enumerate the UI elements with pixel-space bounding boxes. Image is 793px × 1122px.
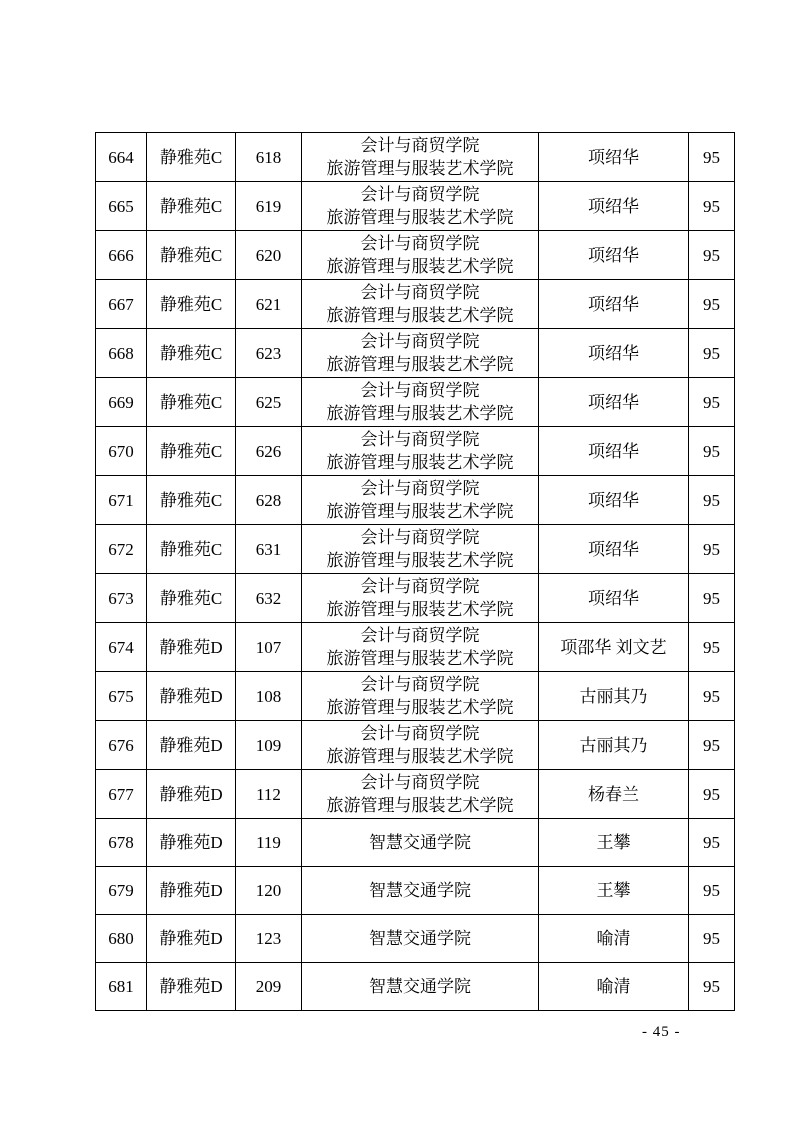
room-cell: 619 xyxy=(236,182,302,231)
building-cell: 静雅苑C xyxy=(147,329,236,378)
row-number-cell: 678 xyxy=(96,819,147,867)
room-cell: 631 xyxy=(236,525,302,574)
college-name: 会计与商贸学院 xyxy=(360,626,480,645)
score-cell: 95 xyxy=(689,427,735,476)
table-row xyxy=(96,721,735,770)
college-cell xyxy=(302,623,539,672)
counselor-cell: 项绍华 xyxy=(539,427,689,476)
table-row xyxy=(96,672,735,721)
counselor-cell: 王攀 xyxy=(539,819,689,867)
score-cell: 95 xyxy=(689,867,735,915)
college-name: 旅游管理与服装艺术学院 xyxy=(326,551,514,570)
college-cell xyxy=(302,574,539,623)
college-cell xyxy=(302,231,539,280)
college-name: 会计与商贸学院 xyxy=(360,136,480,155)
table-row xyxy=(96,231,735,280)
college-cell xyxy=(302,721,539,770)
college-cell xyxy=(302,819,539,867)
table-row xyxy=(96,819,735,867)
building-cell: 静雅苑C xyxy=(147,574,236,623)
counselor-cell: 古丽其乃 xyxy=(539,672,689,721)
building-cell: 静雅苑C xyxy=(147,231,236,280)
counselor-cell: 喻清 xyxy=(539,915,689,963)
counselor-cell: 项绍华 xyxy=(539,476,689,525)
room-cell: 626 xyxy=(236,427,302,476)
score-cell: 95 xyxy=(689,525,735,574)
counselor-cell: 喻清 xyxy=(539,963,689,1011)
college-name: 旅游管理与服装艺术学院 xyxy=(326,257,514,276)
room-cell: 209 xyxy=(236,963,302,1011)
score-cell: 95 xyxy=(689,182,735,231)
table-row xyxy=(96,770,735,819)
building-cell: 静雅苑D xyxy=(147,672,236,721)
dormitory-score-table xyxy=(95,132,735,1011)
building-cell: 静雅苑D xyxy=(147,867,236,915)
college-name: 会计与商贸学院 xyxy=(360,332,480,351)
counselor-cell: 项邵华 刘文艺 xyxy=(539,623,689,672)
college-name: 智慧交通学院 xyxy=(369,929,471,948)
building-cell: 静雅苑D xyxy=(147,623,236,672)
building-cell: 静雅苑C xyxy=(147,525,236,574)
room-cell: 109 xyxy=(236,721,302,770)
college-name: 智慧交通学院 xyxy=(369,977,471,996)
college-name: 会计与商贸学院 xyxy=(360,430,480,449)
college-cell xyxy=(302,329,539,378)
college-cell xyxy=(302,672,539,721)
college-cell xyxy=(302,476,539,525)
college-name: 旅游管理与服装艺术学院 xyxy=(326,159,514,178)
college-cell xyxy=(302,182,539,231)
building-cell: 静雅苑C xyxy=(147,280,236,329)
score-cell: 95 xyxy=(689,329,735,378)
college-cell xyxy=(302,525,539,574)
college-name: 会计与商贸学院 xyxy=(360,577,480,596)
college-name: 会计与商贸学院 xyxy=(360,479,480,498)
counselor-cell: 项绍华 xyxy=(539,525,689,574)
college-cell xyxy=(302,427,539,476)
table-row xyxy=(96,133,735,182)
row-number-cell: 674 xyxy=(96,623,147,672)
college-name: 会计与商贸学院 xyxy=(360,528,480,547)
row-number-cell: 676 xyxy=(96,721,147,770)
room-cell: 620 xyxy=(236,231,302,280)
college-name: 旅游管理与服装艺术学院 xyxy=(326,747,514,766)
row-number-cell: 665 xyxy=(96,182,147,231)
table-row xyxy=(96,525,735,574)
college-name: 旅游管理与服装艺术学院 xyxy=(326,649,514,668)
table-row xyxy=(96,182,735,231)
college-name: 旅游管理与服装艺术学院 xyxy=(326,355,514,374)
building-cell: 静雅苑C xyxy=(147,427,236,476)
row-number-cell: 668 xyxy=(96,329,147,378)
room-cell: 112 xyxy=(236,770,302,819)
room-cell: 120 xyxy=(236,867,302,915)
college-cell xyxy=(302,770,539,819)
building-cell: 静雅苑D xyxy=(147,819,236,867)
row-number-cell: 667 xyxy=(96,280,147,329)
college-name: 会计与商贸学院 xyxy=(360,381,480,400)
table-row xyxy=(96,623,735,672)
row-number-cell: 664 xyxy=(96,133,147,182)
table-row xyxy=(96,915,735,963)
counselor-cell: 王攀 xyxy=(539,867,689,915)
college-name: 旅游管理与服装艺术学院 xyxy=(326,208,514,227)
score-cell: 95 xyxy=(689,280,735,329)
row-number-cell: 680 xyxy=(96,915,147,963)
room-cell: 618 xyxy=(236,133,302,182)
room-cell: 625 xyxy=(236,378,302,427)
score-cell: 95 xyxy=(689,672,735,721)
college-name: 旅游管理与服装艺术学院 xyxy=(326,600,514,619)
counselor-cell: 项绍华 xyxy=(539,133,689,182)
room-cell: 623 xyxy=(236,329,302,378)
building-cell: 静雅苑D xyxy=(147,770,236,819)
table-row xyxy=(96,476,735,525)
college-name: 旅游管理与服装艺术学院 xyxy=(326,502,514,521)
score-cell: 95 xyxy=(689,819,735,867)
room-cell: 632 xyxy=(236,574,302,623)
college-name: 会计与商贸学院 xyxy=(360,234,480,253)
college-cell xyxy=(302,915,539,963)
college-name: 智慧交通学院 xyxy=(369,833,471,852)
score-cell: 95 xyxy=(689,574,735,623)
building-cell: 静雅苑D xyxy=(147,721,236,770)
building-cell: 静雅苑C xyxy=(147,133,236,182)
row-number-cell: 679 xyxy=(96,867,147,915)
table-row xyxy=(96,329,735,378)
room-cell: 107 xyxy=(236,623,302,672)
college-name: 旅游管理与服装艺术学院 xyxy=(326,404,514,423)
college-cell xyxy=(302,378,539,427)
table-body xyxy=(96,133,735,1011)
row-number-cell: 673 xyxy=(96,574,147,623)
college-name: 旅游管理与服装艺术学院 xyxy=(326,306,514,325)
college-name: 会计与商贸学院 xyxy=(360,185,480,204)
room-cell: 108 xyxy=(236,672,302,721)
counselor-cell: 古丽其乃 xyxy=(539,721,689,770)
score-cell: 95 xyxy=(689,721,735,770)
row-number-cell: 681 xyxy=(96,963,147,1011)
college-name: 会计与商贸学院 xyxy=(360,675,480,694)
college-cell xyxy=(302,867,539,915)
college-name: 旅游管理与服装艺术学院 xyxy=(326,698,514,717)
table-row xyxy=(96,280,735,329)
counselor-cell: 项绍华 xyxy=(539,329,689,378)
row-number-cell: 672 xyxy=(96,525,147,574)
score-cell: 95 xyxy=(689,915,735,963)
score-cell: 95 xyxy=(689,963,735,1011)
room-cell: 628 xyxy=(236,476,302,525)
room-cell: 621 xyxy=(236,280,302,329)
college-name: 智慧交通学院 xyxy=(369,881,471,900)
room-cell: 123 xyxy=(236,915,302,963)
college-name: 会计与商贸学院 xyxy=(360,283,480,302)
score-cell: 95 xyxy=(689,476,735,525)
college-name: 会计与商贸学院 xyxy=(360,773,480,792)
college-name: 会计与商贸学院 xyxy=(360,724,480,743)
college-cell xyxy=(302,963,539,1011)
row-number-cell: 669 xyxy=(96,378,147,427)
row-number-cell: 675 xyxy=(96,672,147,721)
college-cell xyxy=(302,280,539,329)
counselor-cell: 项绍华 xyxy=(539,182,689,231)
table-row xyxy=(96,574,735,623)
row-number-cell: 670 xyxy=(96,427,147,476)
college-name: 旅游管理与服装艺术学院 xyxy=(326,453,514,472)
score-cell: 95 xyxy=(689,623,735,672)
building-cell: 静雅苑C xyxy=(147,182,236,231)
counselor-cell: 项绍华 xyxy=(539,280,689,329)
counselor-cell: 项绍华 xyxy=(539,378,689,427)
building-cell: 静雅苑D xyxy=(147,963,236,1011)
row-number-cell: 666 xyxy=(96,231,147,280)
table-row xyxy=(96,378,735,427)
room-cell: 119 xyxy=(236,819,302,867)
score-cell: 95 xyxy=(689,378,735,427)
page-number: - 45 - xyxy=(642,1024,681,1040)
table-row xyxy=(96,963,735,1011)
row-number-cell: 677 xyxy=(96,770,147,819)
table-row xyxy=(96,427,735,476)
building-cell: 静雅苑D xyxy=(147,915,236,963)
building-cell: 静雅苑C xyxy=(147,476,236,525)
building-cell: 静雅苑C xyxy=(147,378,236,427)
counselor-cell: 杨春兰 xyxy=(539,770,689,819)
score-cell: 95 xyxy=(689,133,735,182)
score-cell: 95 xyxy=(689,231,735,280)
row-number-cell: 671 xyxy=(96,476,147,525)
score-cell: 95 xyxy=(689,770,735,819)
table-row xyxy=(96,867,735,915)
counselor-cell: 项绍华 xyxy=(539,231,689,280)
counselor-cell: 项绍华 xyxy=(539,574,689,623)
college-name: 旅游管理与服装艺术学院 xyxy=(326,796,514,815)
college-cell xyxy=(302,133,539,182)
